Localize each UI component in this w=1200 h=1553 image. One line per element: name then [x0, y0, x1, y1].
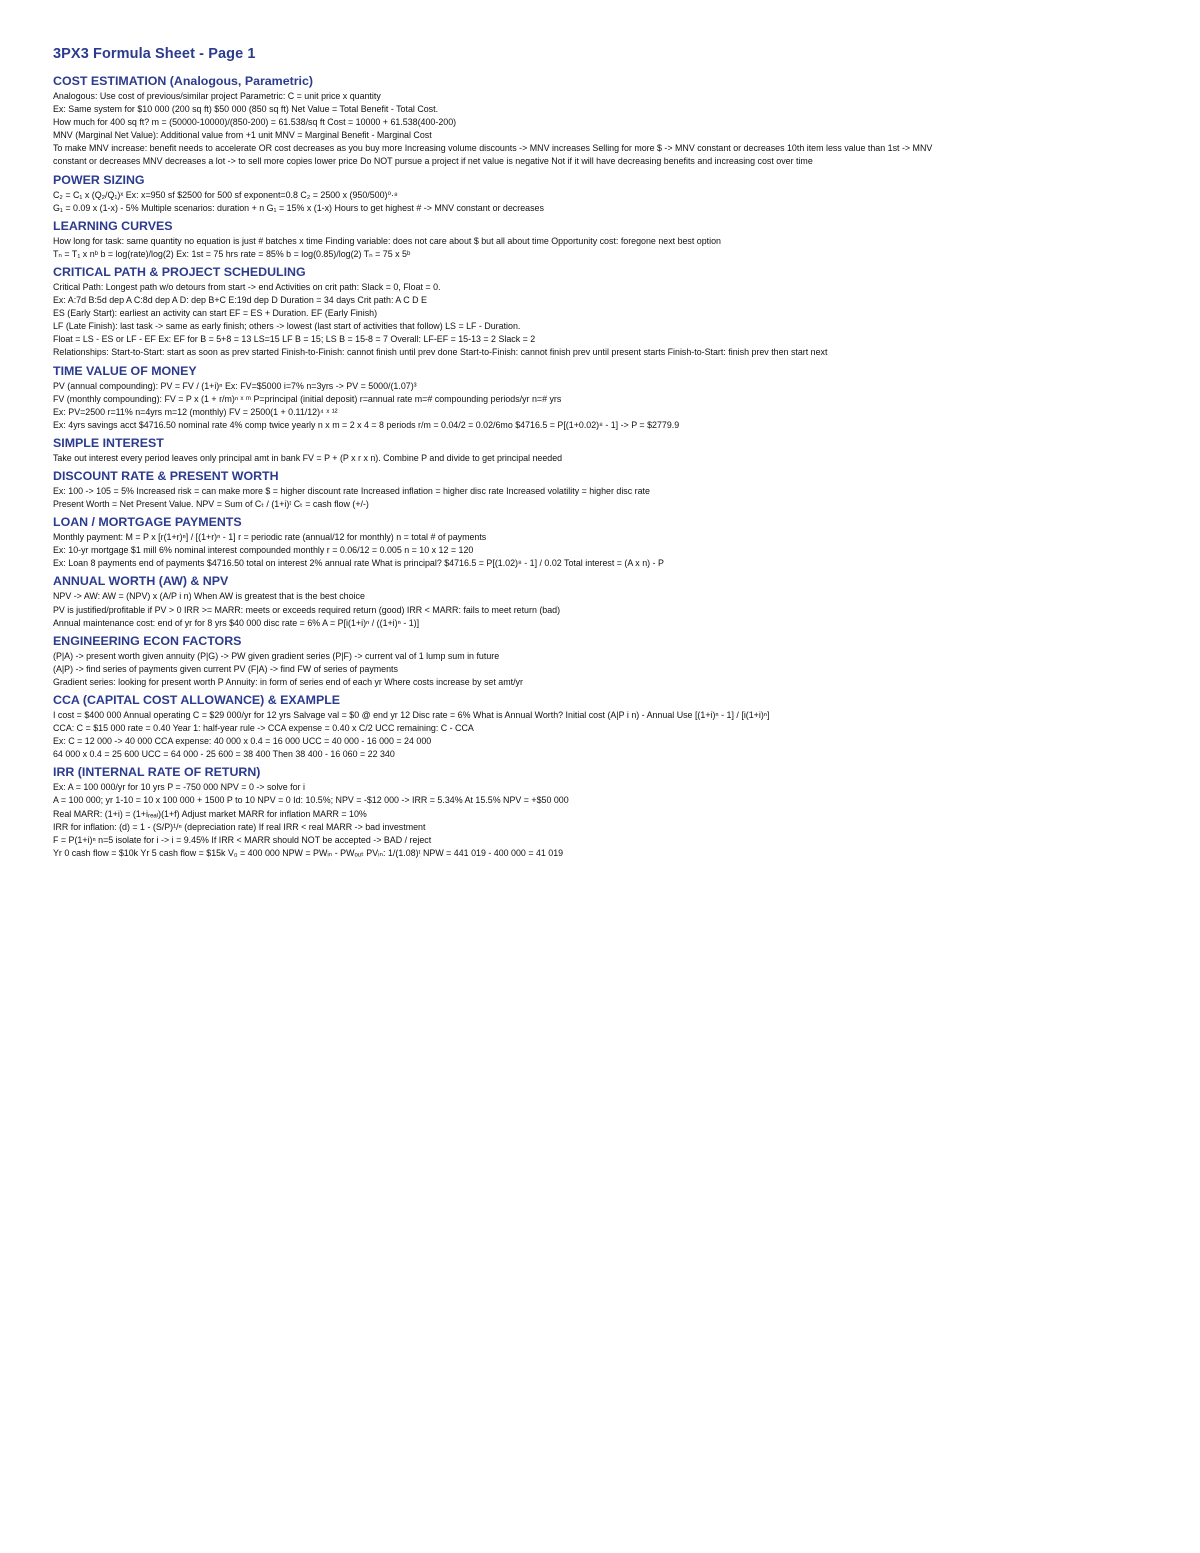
- section-heading: COST ESTIMATION (Analogous, Parametric): [53, 74, 314, 88]
- formula-line: Ex: 10-yr mortgage $1 mill 6% nominal interest compounded monthly r = 0.06/12 = 0.005 n = 10 x 12 = 120: [53, 545, 474, 556]
- formula-line: CCA: C = $15 000 rate = 0.40 Year 1: half-year rule -> CCA expense = 0.40 x C/2 UCC remaining: C - CCA: [53, 723, 474, 734]
- formula-line: Tₙ = T₁ x nᵇ b = log(rate)/log(2) Ex: 1st = 75 hrs rate = 85% b = log(0.85)/log(2) Tₙ = 75 x 5ᵇ: [53, 248, 411, 259]
- formula-line: Annual maintenance cost: end of yr for 8 yrs $40 000 disc rate = 6% A = P[i(1+i)ⁿ / ((1+i)ⁿ - 1)]: [53, 617, 420, 628]
- formula-line: A = 100 000; yr 1-10 = 10 x 100 000 + 1500 P to 10 NPV = 0 Id: 10.5%; NPV = -$12 000 -> IRR = 5.34% At 15.5% NPV = +$50 000: [53, 795, 569, 806]
- formula-line: How much for 400 sq ft? m = (50000-10000)/(850-200) = 61.538/sq ft Cost = 10000 + 61.538(400-200): [53, 117, 457, 128]
- section-heading: SIMPLE INTEREST: [53, 435, 164, 450]
- section: [53, 692, 1153, 761]
- section: [53, 264, 1153, 360]
- formula-line: Real MARR: (1+i) = (1+iᵣₑₐₗ)(1+f) Adjust market MARR for inflation MARR = 10%: [53, 808, 367, 819]
- formula-line: G₁ = 0.09 x (1-x) - 5% Multiple scenarios: duration + n G₁ = 15% x (1-x) Hours to get highest # -> MNV constant or decreases: [53, 202, 544, 213]
- formula-line: Ex: Loan 8 payments end of payments $4716.50 total on interest 2% annual rate What is principal? $4716.5 = P[(1.02)⁸ - 1] / 0.02 Total interest = (A x n) - P: [53, 558, 664, 569]
- section-heading: LEARNING CURVES: [53, 218, 173, 233]
- formula-line: Ex: 4yrs savings acct $4716.50 nominal rate 4% comp twice yearly n x m = 2 x 4 = 8 periods r/m = 0.04/2 = 0.02/6mo $4716.5 = P[(1+0.02)⁸ - 1] -> P = $2779.9: [53, 419, 680, 430]
- formula-line: PV is justified/profitable if PV > 0 IRR >= MARR: meets or exceeds required return (good) IRR < MARR: fails to meet return (bad): [53, 604, 561, 615]
- section: [53, 573, 1153, 629]
- formula-line: Ex: A:7d B:5d dep A C:8d dep A D: dep B+C E:19d dep D Duration = 34 days Crit path: A C D E: [53, 295, 427, 306]
- section: [53, 633, 1153, 689]
- formula-line: Take out interest every period leaves only principal amt in bank FV = P + (P x r x n). Combine P and divide to get principal needed: [53, 452, 563, 463]
- formula-line: Float = LS - ES or LF - EF Ex: EF for B = 5+8 = 13 LS=15 LF B = 15; LS B = 15-8 = 7 Overall: LF-EF = 15-13 = 2 Slack = 2: [53, 334, 536, 345]
- formula-line: LF (Late Finish): last task -> same as early finish; others -> lowest (last start of activities that follow) LS = LF - Duration.: [53, 321, 521, 332]
- formula-line: F = P(1+i)ⁿ n=5 isolate for i -> i = 9.45% If IRR < MARR should NOT be accepted -> BAD / reject: [53, 834, 432, 845]
- sections-container: [53, 73, 1153, 860]
- formula-line: Yr 0 cash flow = $10k Yr 5 cash flow = $15k V₀ = 400 000 NPW = PWᵢₙ - PWₒᵤₜ PVᵢₙ: 1/(1.08)ᵗ NPW = 441 019 - 400 000 = 41 019: [53, 847, 564, 858]
- page-title: 3PX3 Formula Sheet - Page 1: [53, 46, 256, 62]
- section: [53, 73, 1153, 169]
- formula-line: Present Worth = Net Present Value. NPV = Sum of Cₜ / (1+i)ᵗ Cₜ = cash flow (+/-): [53, 499, 369, 510]
- section: [53, 468, 1153, 511]
- section: [53, 363, 1153, 432]
- section: [53, 172, 1153, 215]
- section: [53, 514, 1153, 570]
- formula-line: NPV -> AW: AW = (NPV) x (A/P i n) When AW is greatest that is the best choice: [53, 591, 365, 602]
- section-heading: LOAN / MORTGAGE PAYMENTS: [53, 515, 242, 530]
- formula-line: Ex: PV=2500 r=11% n=4yrs m=12 (monthly) FV = 2500(1 + 0.11/12)⁴ ˣ ¹²: [53, 406, 338, 417]
- formula-line: To make MNV increase: benefit needs to accelerate OR cost decreases as you buy more Increasing volume discounts -> MNV increases Selling for more $ -> MNV constant or decreases 10th item less value than 1st -> MNV: [53, 143, 933, 154]
- formula-line: Monthly payment: M = P x [r(1+r)ⁿ] / [(1+r)ⁿ - 1] r = periodic rate (annual/12 for monthly) n = total # of payments: [53, 532, 487, 543]
- section-heading: ANNUAL WORTH (AW) & NPV: [53, 574, 229, 589]
- section-heading: IRR (INTERNAL RATE OF RETURN): [53, 765, 261, 780]
- formula-line: How long for task: same quantity no equation is just # batches x time Finding variable: does not care about $ but all about time Opportunity cost: foregone next best option: [53, 235, 721, 246]
- formula-sheet: [53, 46, 1153, 863]
- formula-line: Ex: 100 -> 105 = 5% Increased risk = can make more $ = higher discount rate Increased inflation = higher disc rate Increased volatility = higher disc rate: [53, 485, 650, 496]
- formula-line: 64 000 x 0.4 = 25 600 UCC = 64 000 - 25 600 = 38 400 Then 38 400 - 16 060 = 22 340: [53, 749, 395, 760]
- formula-line: Critical Path: Longest path w/o detours from start -> end Activities on crit path: Slack = 0, Float = 0.: [53, 281, 441, 292]
- section-heading: DISCOUNT RATE & PRESENT WORTH: [53, 468, 279, 483]
- section-heading: ENGINEERING ECON FACTORS: [53, 633, 242, 648]
- formula-line: I cost = $400 000 Annual operating C = $29 000/yr for 12 yrs Salvage val = $0 @ end yr 12 Disc rate = 6% What is Annual Worth? Initial cost (A|P i n) - Annual Use [(1+i)ⁿ - 1] / [i(1+i)ⁿ]: [53, 710, 770, 720]
- section: [53, 764, 1153, 860]
- formula-line: Ex: C = 12 000 -> 40 000 CCA expense: 40 000 x 0.4 = 16 000 UCC = 40 000 - 16 000 = 24 000: [53, 736, 432, 747]
- formula-line: C₂ = C₁ x (Q₂/Q₁)ˣ Ex: x=950 sf $2500 for 500 sf exponent=0.8 C₂ = 2500 x (950/500)⁰·⁸: [53, 189, 398, 200]
- formula-line: Relationships: Start-to-Start: start as soon as prev started Finish-to-Finish: cannot finish until prev done Start-to-Finish: cannot finish prev until present starts Finish-to-Start: finish prev then start next: [53, 347, 828, 358]
- formula-line: PV (annual compounding): PV = FV / (1+i)ⁿ Ex: FV=$5000 i=7% n=3yrs -> PV = 5000/(1.07)³: [53, 380, 417, 391]
- formula-line: (P|A) -> present worth given annuity (P|G) -> PW given gradient series (P|F) -> current val of 1 lump sum in future: [53, 650, 500, 661]
- formula-line: Ex: Same system for $10 000 (200 sq ft) $50 000 (850 sq ft) Net Value = Total Benefit - Total Cost.: [53, 104, 439, 115]
- formula-line: MNV (Marginal Net Value): Additional value from +1 unit MNV = Marginal Benefit - Marginal Cost: [53, 130, 432, 141]
- section: [53, 218, 1153, 261]
- formula-line: Gradient series: looking for present worth P Annuity: in form of series end of each yr Where costs increase by set amt/yr: [53, 676, 523, 687]
- section-heading: CCA (CAPITAL COST ALLOWANCE) & EXAMPLE: [53, 693, 341, 707]
- section-heading: TIME VALUE OF MONEY: [53, 363, 197, 378]
- formula-line: ES (Early Start): earliest an activity can start EF = ES + Duration. EF (Early Finish): [53, 308, 378, 319]
- formula-line: IRR for inflation: (d) = 1 - (S/P)¹/ⁿ (depreciation rate) If real IRR < real MARR -> bad investment: [53, 821, 426, 832]
- formula-line: constant or decreases MNV decreases a lot -> to sell more copies lower price Do NOT pursue a project if net value is negative Not if it will have decreasing benefits and increasing cost over time: [53, 156, 813, 167]
- section-heading: CRITICAL PATH & PROJECT SCHEDULING: [53, 264, 306, 279]
- formula-line: Ex: A = 100 000/yr for 10 yrs P = -750 000 NPV = 0 -> solve for i: [53, 782, 305, 793]
- formula-line: (A|P) -> find series of payments given current PV (F|A) -> find FW of series of payments: [53, 663, 398, 674]
- formula-line: FV (monthly compounding): FV = P x (1 + r/m)ⁿ ˣ ᵐ P=principal (initial deposit) r=annual rate m=# compounding periods/yr n=# yrs: [53, 393, 562, 404]
- section-heading: POWER SIZING: [53, 172, 145, 187]
- section: [53, 435, 1153, 465]
- formula-line: Analogous: Use cost of previous/similar project Parametric: C = unit price x quantity: [53, 91, 381, 101]
